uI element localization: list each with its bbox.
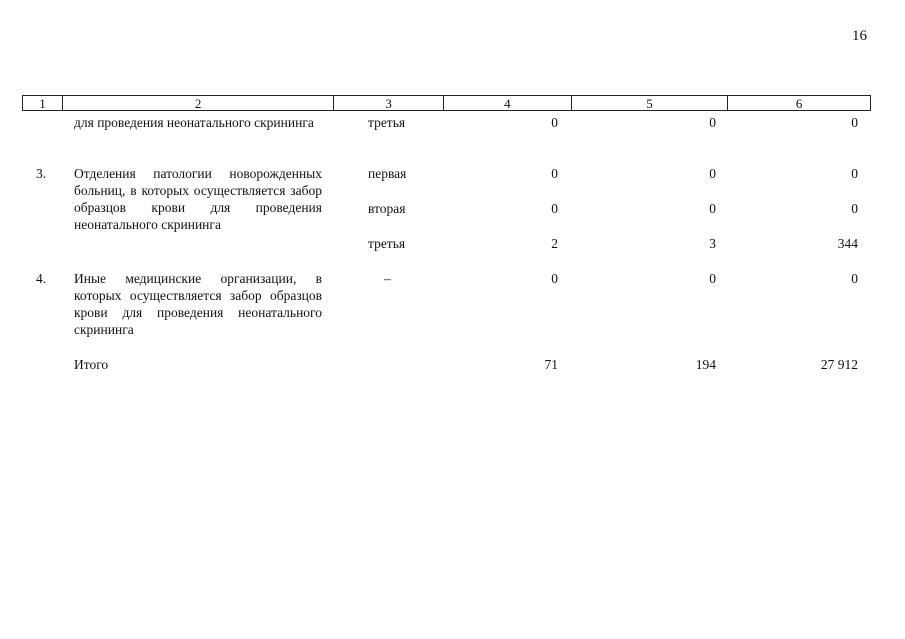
- header-cell-6: 6: [795, 96, 803, 111]
- row-value-col4: 0: [551, 166, 558, 181]
- row-value-col4: 2: [551, 236, 558, 251]
- page-number: 16: [852, 28, 867, 44]
- row-category: третья: [368, 115, 406, 130]
- row-value-col5: 0: [709, 271, 716, 286]
- total-value-col5: 194: [695, 357, 716, 372]
- row-value-col4: 0: [551, 271, 558, 286]
- row-number: 4.: [36, 271, 47, 286]
- row-value-col6: 344: [837, 236, 858, 251]
- row-category: первая: [368, 166, 407, 181]
- row-category: –: [384, 271, 391, 286]
- row-value-col6: 0: [851, 271, 858, 286]
- header-cell-1: 1: [23, 96, 63, 110]
- row-value-col5: 0: [709, 166, 716, 181]
- row-category: третья: [368, 236, 406, 251]
- row-name: Отделения патологии новорожденных больниц, в которых осуществляется забор образцов крови для проведения неонатального скрининга: [74, 166, 322, 232]
- header-cell-2: 2: [63, 96, 334, 110]
- row-value-col4: 0: [551, 201, 558, 216]
- row-category: вторая: [368, 201, 406, 216]
- total-value-col4: 71: [544, 357, 558, 372]
- row-value-col6: 0: [851, 166, 858, 181]
- total-label: Итого: [74, 357, 109, 372]
- row-line: [0, 200, 905, 217]
- row-value-col5: 0: [709, 201, 716, 216]
- row-value-col6: 0: [851, 115, 858, 130]
- row-value-col5: 3: [709, 236, 716, 251]
- row-name: Иные медицинские организации, в которых осуществляется забор образцов крови для проведения неонатального скрининга: [74, 271, 322, 337]
- row-value-col5: 0: [709, 115, 716, 130]
- header-cell-4: 4: [444, 96, 572, 110]
- header-cell-5: 5: [572, 96, 729, 110]
- row-line: [0, 165, 905, 182]
- row-line: [0, 114, 905, 131]
- row-value-col4: 0: [551, 115, 558, 130]
- total-value-col6: 27 912: [820, 357, 858, 372]
- table-header-row: [22, 95, 871, 111]
- row-line: [0, 235, 905, 252]
- row-number: 3.: [36, 166, 47, 181]
- header-cell-3: 3: [334, 96, 444, 110]
- row-line: [0, 270, 905, 287]
- row-value-col6: 0: [851, 201, 858, 216]
- row-name: для проведения неонатального скрининга: [74, 115, 314, 130]
